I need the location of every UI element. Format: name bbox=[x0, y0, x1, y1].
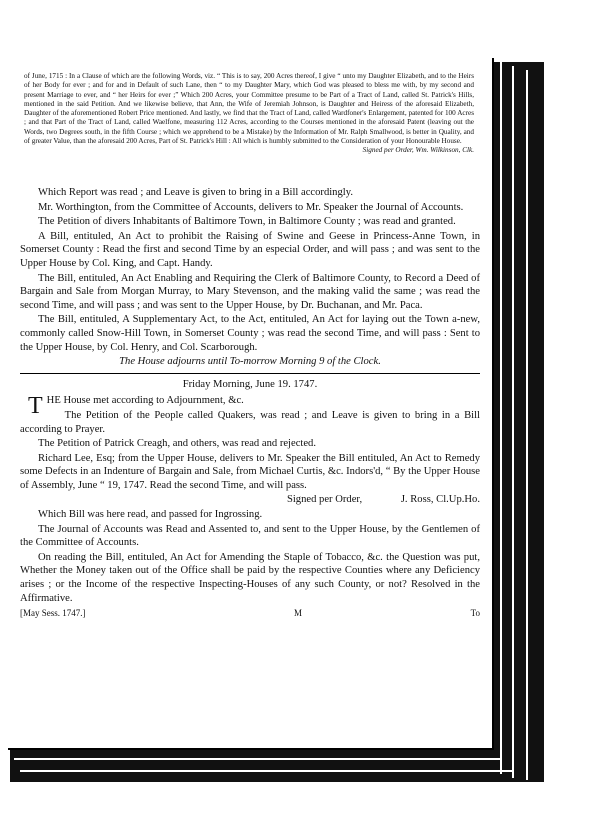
paragraph: A Bill, entituled, An Act to prohibit the Raising of Swine and Geese in Princess-Anne Town, in Somerset County : Read the first and second Time by an especial Order, and will pass ; and was sent to the Upper House by Col. King, and Capt. Handy. bbox=[20, 230, 480, 269]
signature-line bbox=[20, 493, 480, 507]
book-edge-line-3 bbox=[526, 70, 528, 780]
paragraph: The Petition of the People called Quakers, was read ; and Leave is given to bring in a Bill according to Prayer. bbox=[20, 409, 480, 435]
journal-page bbox=[8, 58, 494, 750]
paragraph: Mr. Worthington, from the Committee of Accounts, delivers to Mr. Speaker the Journal of Accounts. bbox=[38, 201, 464, 213]
signature-name: J. Ross, Cl.Up.Ho. bbox=[400, 494, 480, 506]
paragraph: On reading the Bill, entituled, An Act for Amending the Staple of Tobacco, &c. the Question was put, Whether the Money taken out of the Office shall be paid by the respective Counties where any Deficiency arises ; or the Income of the respective Inspecting-Houses of any such County, or not? Resolved in the Affirmative. bbox=[20, 551, 480, 604]
paragraph: Richard Lee, Esq; from the Upper House, delivers to Mr. Speaker the Bill entituled, An Act to Remedy some Defects in an Indenture of Bargain and Sale, from Michael Curtis, &c. Indors'd, “ By the Upper House of Assembly, June “ 19, 1747. Read the second Time, and will pass. bbox=[20, 452, 480, 491]
drop-cap-letter: T bbox=[28, 393, 43, 420]
signature-mark: M bbox=[294, 608, 303, 619]
paragraph: The Bill, entituled, A Supplementary Act, to the Act, entituled, An Act for laying out the Town a-new, commonly called Snow-Hill Town, in Somerset County ; was read the second Time, and will pass : Sent to the Upper House, by Col. Henry, and Col. Scarborough. bbox=[20, 314, 480, 353]
paragraph: The Petition of divers Inhabitants of Baltimore Town, in Baltimore County ; was read and granted. bbox=[38, 216, 456, 228]
opening-paragraph bbox=[20, 393, 480, 420]
quoted-report bbox=[24, 72, 474, 156]
paragraph: The Journal of Accounts was Read and Assented to, and sent to the Upper House, by the Gentlemen of the Committee of Accounts. bbox=[20, 523, 480, 549]
quoted-report-signature: Signed per Order, Wm. Wilkinson, Clk. bbox=[362, 146, 474, 155]
book-edge-line-4 bbox=[14, 758, 502, 760]
paragraph: Which Bill was here read, and passed for Ingrossing. bbox=[38, 509, 263, 521]
quoted-report-text: of June, 1715 : In a Clause of which are the following Words, viz. “ This is to say, 200 Acres thereof, I give “ unto my Daughter Elizabeth, and to the Heirs of her Body for ever ; and for and in Default of such Lane, then “ to my Daughter Mary, which God was pleased to bless me with, by my second and present Marriage to ever, and “ her Heirs for ever ;” Which 200 Acres, your Committee presume to be Part of a Tract of Land, called St. Patrick's Hills, mentioned in the said Petition. And we likewise believe, that Ann, the Wife of Jeremiah Johnson, is Daughter and Heiress of the aforesaid Elizabeth, Daughter of the aforementioned Robert Price mentioned. And lastly, we find that the Tract of Land, called Wardfoner's Enlargement, patented for 100 Acres ; and that Part of the Tract of Land, called Waelfone, measuring 112 Acres, according to the Courses mentioned in the aforesaid Patent (leaving out the Words, two Degrees south, in the fifth Course ; which we apprehend to be a Mistake) by the Information of Mr. Ralph Smallwood, is better in Quality, and of greater Value, than the aforesaid 200 Acres, Part of St. Patrick's Hill : All which is humbly submitted to the Consideration of your Honourable House. bbox=[24, 72, 474, 146]
book-edge-line-1 bbox=[500, 62, 502, 774]
catchword: To bbox=[470, 608, 480, 619]
opening-text: HE House met according to Adjournment, &c. bbox=[46, 395, 244, 407]
adjournment-line: The House adjourns until To-morrow Morning 9 of the Clock. bbox=[119, 356, 381, 368]
paragraph: The Petition of Patrick Creagh, and others, was read and rejected. bbox=[38, 438, 316, 450]
page-footer bbox=[20, 607, 480, 621]
section-divider bbox=[20, 373, 480, 374]
session-footnote: [May Sess. 1747.] bbox=[20, 608, 86, 619]
paragraph: Which Report was read ; and Leave is given to bring in a Bill accordingly. bbox=[38, 187, 353, 198]
book-edge-bottom bbox=[10, 748, 544, 782]
book-edge-line-2 bbox=[512, 66, 514, 778]
journal-body bbox=[20, 186, 480, 621]
signature-prefix: Signed per Order, bbox=[286, 494, 363, 506]
session-date-heading: Friday Morning, June 19. 1747. bbox=[182, 378, 318, 390]
paragraph: The Bill, entituled, An Act Enabling and Requiring the Clerk of Baltimore County, to Record a Deed of Bargain and Sale from Morgan Murray, to Mary Stevenson, and the making valid the same ; was read the second Time, and will pass ; and was sent to the Upper House, by Dr. Buchanan, and Mr. Paca. bbox=[20, 272, 480, 311]
book-edge-line-5 bbox=[20, 770, 514, 772]
